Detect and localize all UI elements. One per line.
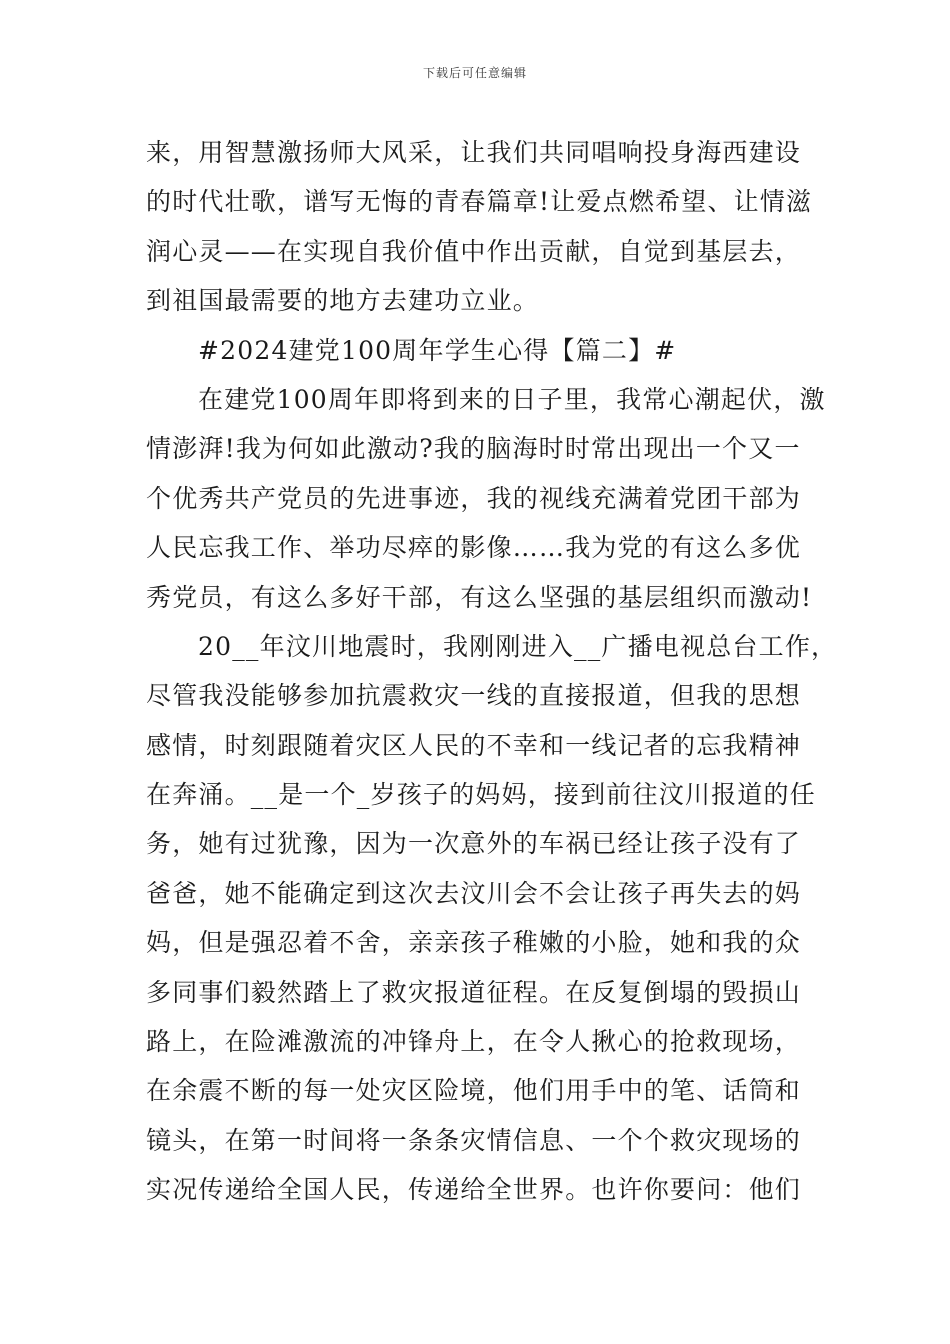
text-line: 个优秀共产党员的先进事迹，我的视线充满着党团干部为 [146, 483, 802, 513]
text-line: 感情，时刻跟随着灾区人民的不幸和一线记者的忘我精神 [146, 730, 802, 760]
document-body [146, 128, 838, 1215]
page-header: 下载后可任意编辑 [422, 66, 527, 80]
text-line: 人民忘我工作、举功尽瘁的影像……我为党的有这么多优 [146, 533, 802, 563]
text-line: 到祖国最需要的地方去建功立业。 [146, 286, 540, 316]
text-line: 20__年汶川地震时，我刚刚进入__广播电视总台工作， [198, 631, 838, 661]
text-line: 爸爸，她不能确定到这次去汶川会不会让孩子再失去的妈 [146, 878, 802, 908]
section-heading: #2024建党100周年学生心得【篇二】# [198, 335, 677, 365]
text-line: 路上，在险滩激流的冲锋舟上，在令人揪心的抢救现场， [146, 1027, 802, 1057]
text-line: 来，用智慧激扬师大风采，让我们共同唱响投身海西建设 [146, 138, 802, 167]
text-line: 尽管我没能够参加抗震救灾一线的直接报道，但我的思想 [146, 681, 802, 711]
text-line: 润心灵——在实现自我价值中作出贡献，自觉到基层去， [146, 236, 802, 266]
text-line: 在余震不断的每一处灾区险境，他们用手中的笔、话筒和 [146, 1076, 802, 1106]
text-line: 在建党100周年即将到来的日子里，我常心潮起伏，激 [198, 384, 826, 414]
text-line: 情澎湃!我为何如此激动?我的脑海时时常出现出一个又一 [146, 434, 801, 464]
text-line: 实况传递给全国人民，传递给全世界。也许你要问：他们 [146, 1175, 802, 1205]
text-line: 的时代壮歌，谱写无悔的青春篇章!让爱点燃希望、让情滋 [146, 187, 813, 217]
text-line: 镜头，在第一时间将一条条灾情信息、一个个救灾现场的 [146, 1125, 802, 1155]
text-line: 妈，但是强忍着不舍，亲亲孩子稚嫩的小脸，她和我的众 [146, 928, 802, 958]
text-line: 秀党员，有这么多好干部，有这么坚强的基层组织而激动! [146, 582, 813, 612]
text-line: 在奔涌。__是一个_岁孩子的妈妈，接到前往汶川报道的任 [146, 780, 816, 810]
text-line: 务，她有过犹豫，因为一次意外的车祸已经让孩子没有了 [146, 829, 802, 859]
text-line: 多同事们毅然踏上了救灾报道征程。在反复倒塌的毁损山 [146, 977, 802, 1007]
